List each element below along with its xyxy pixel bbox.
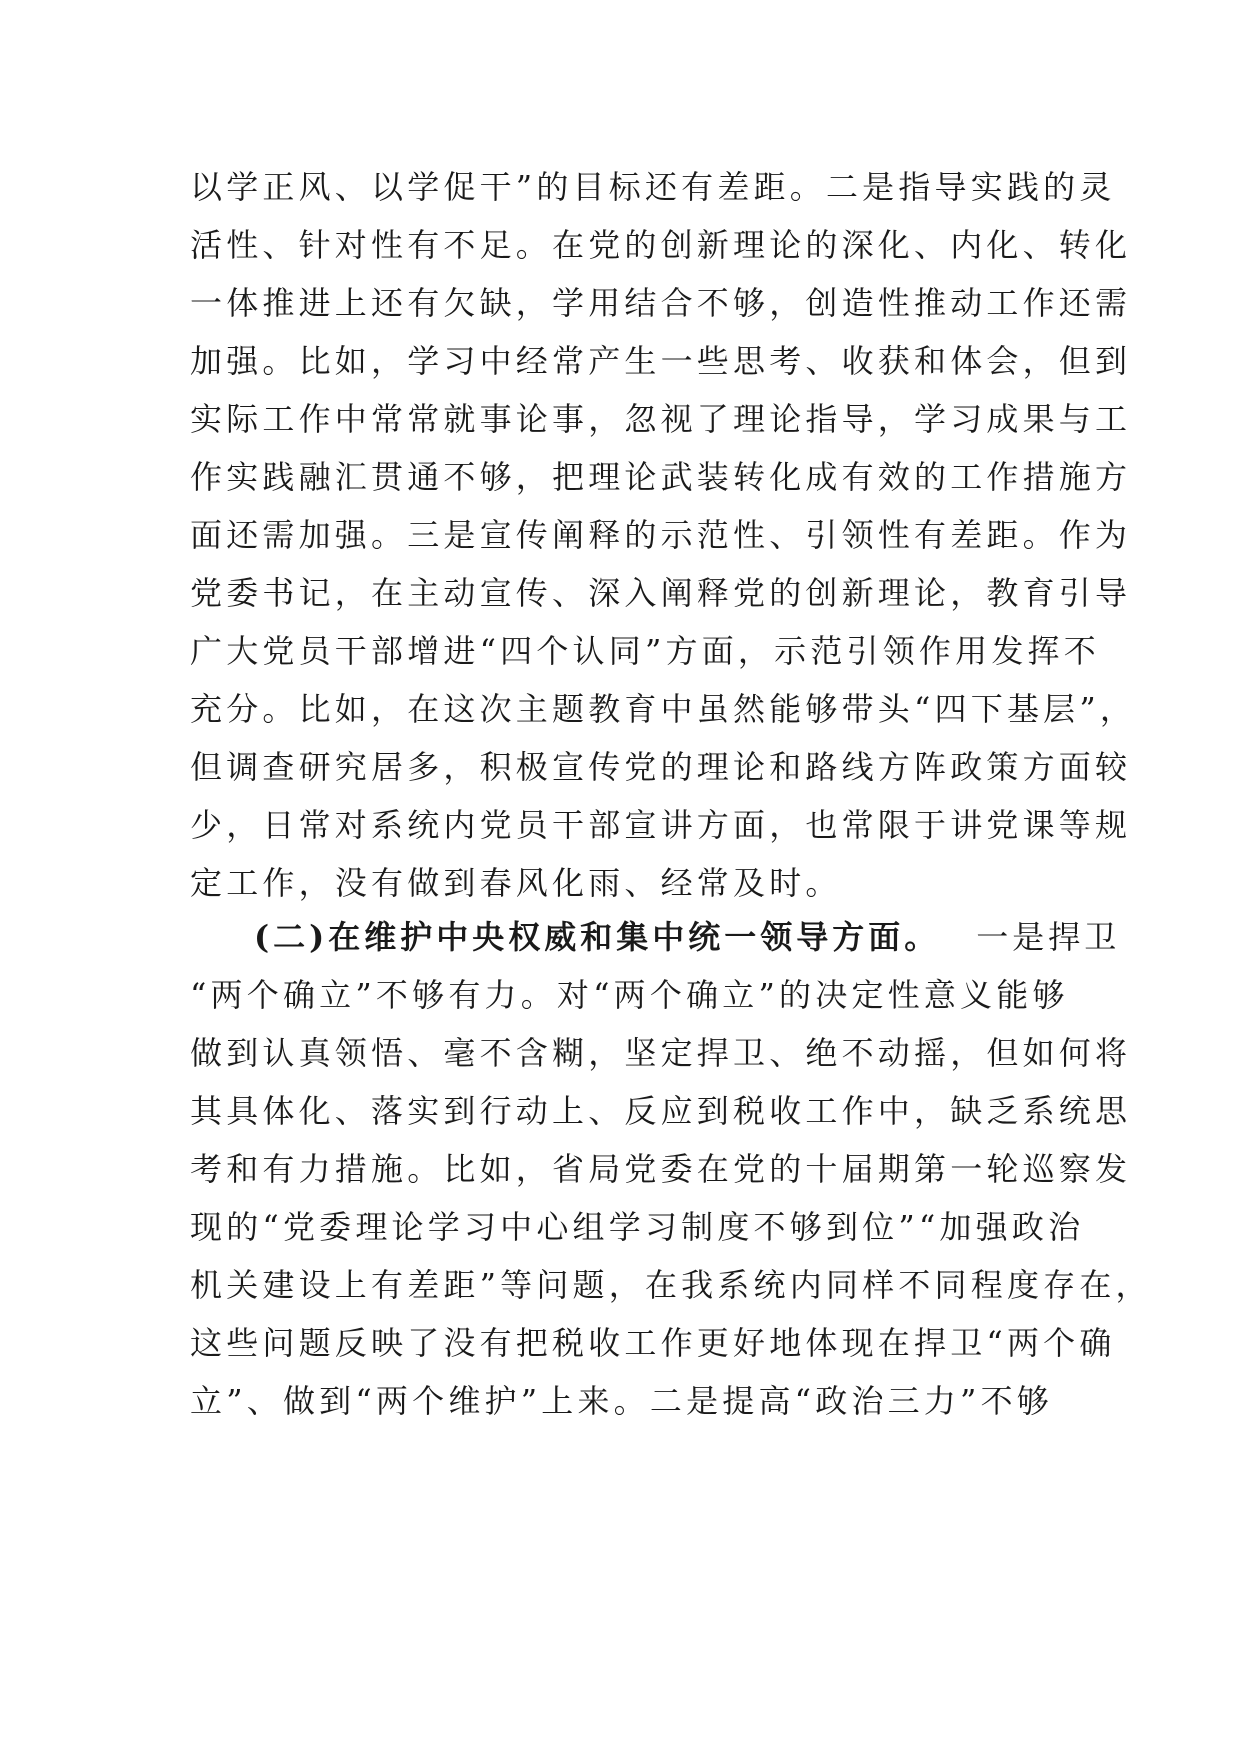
text-line: 党委书记，在主动宣传、深入阐释党的创新理论，教育引导 — [190, 574, 1132, 612]
text-line: 现的“党委理论学习中心组学习制度不够到位”“加强政治 — [190, 1208, 1085, 1246]
text-line: 少，日常对系统内党员干部宣讲方面，也常限于讲党课等规 — [190, 806, 1132, 844]
paragraph-theory-study — [190, 158, 1137, 912]
text-line: 其具体化、落实到行动上、反应到税收工作中，缺乏系统思 — [190, 1092, 1132, 1130]
text-line: 面还需加强。三是宣传阐释的示范性、引领性有差距。作为 — [190, 516, 1132, 554]
text-line: 一体推进上还有欠缺，学用结合不够，创造性推动工作还需 — [190, 284, 1132, 322]
text-line: 活性、针对性有不足。在党的创新理论的深化、内化、转化 — [190, 226, 1132, 264]
section-heading-line — [190, 908, 1121, 966]
text-line: 作实践融汇贯通不够，把理论武装转化成有效的工作措施方 — [190, 458, 1132, 496]
section-heading: (二)在维护中央权威和集中统一领导方面。 — [254, 918, 941, 956]
text-line: 考和有力措施。比如，省局党委在党的十届期第一轮巡察发 — [190, 1150, 1132, 1188]
text-line: 定工作，没有做到春风化雨、经常及时。 — [190, 864, 842, 902]
text-line: 机关建设上有差距”等问题，在我系统内同样不同程度存在， — [190, 1266, 1152, 1304]
text-line: 以学正风、以学促干”的目标还有差距。二是指导实践的灵 — [190, 168, 1116, 206]
paragraph-central-authority — [190, 908, 1152, 1430]
section-heading-tail: 一是捍卫 — [976, 918, 1121, 956]
text-line: 这些问题反映了没有把税收工作更好地体现在捍卫“两个确 — [190, 1324, 1116, 1362]
text-line: 加强。比如，学习中经常产生一些思考、收获和体会，但到 — [190, 342, 1132, 380]
text-line: 立”、做到“两个维护”上来。二是提高“政治三力”不够 — [190, 1382, 1053, 1420]
text-line: 广大党员干部增进“四个认同”方面，示范引领作用发挥不 — [190, 632, 1100, 670]
text-line: 充分。比如，在这次主题教育中虽然能够带头“四下基层”， — [190, 690, 1137, 728]
text-line: 但调查研究居多，积极宣传党的理论和路线方阵政策方面较 — [190, 748, 1132, 786]
text-line: 实际工作中常常就事论事，忽视了理论指导，学习成果与工 — [190, 400, 1132, 438]
text-line: “两个确立”不够有力。对“两个确立”的决定性意义能够 — [190, 976, 1069, 1014]
text-line: 做到认真领悟、毫不含糊，坚定捍卫、绝不动摇，但如何将 — [190, 1034, 1132, 1072]
